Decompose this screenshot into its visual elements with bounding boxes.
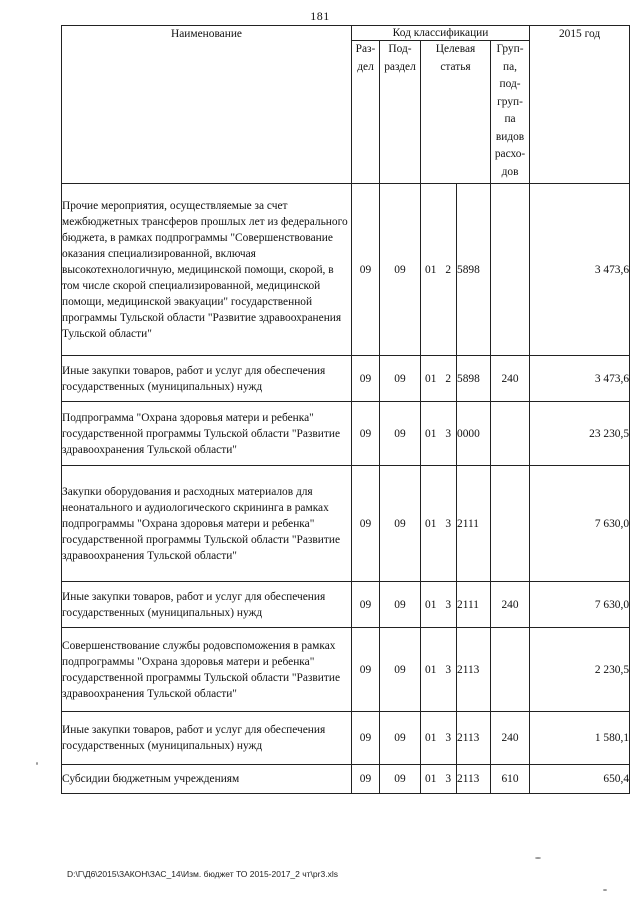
table-row — [62, 712, 630, 765]
row-target-code: 2113 — [457, 765, 491, 794]
row-target-program: 01 — [421, 356, 441, 402]
row-expense-group — [491, 402, 530, 466]
row-target-code: 2111 — [457, 582, 491, 628]
header-podrazdel: Под- раздел — [380, 41, 421, 184]
row-target-code: 5898 — [457, 184, 491, 356]
row-target-subprogram: 3 — [441, 402, 457, 466]
row-target-program: 01 — [421, 765, 441, 794]
row-razdel: 09 — [352, 582, 380, 628]
header-row-top — [62, 26, 630, 41]
row-podrazdel: 09 — [380, 582, 421, 628]
row-expense-group: 240 — [491, 356, 530, 402]
row-target-program: 01 — [421, 582, 441, 628]
row-expense-group: 240 — [491, 582, 530, 628]
row-podrazdel: 09 — [380, 466, 421, 582]
table-row — [62, 466, 630, 582]
table-row — [62, 184, 630, 356]
row-name: Прочие мероприятия, осуществляемые за счет межбюджетных трансферов прошлых лет из федерального бюджета, в рамках подпрограммы "Совершенствование оказания специализированной, включая высокотехнологичную, медицинской помощи, скорой, в том числе скорой специализированной, медицинской помощи, медицинской эвакуации" государственной программы Тульской области "Развитие здравоохранения Тульской области" — [62, 184, 352, 356]
row-razdel: 09 — [352, 402, 380, 466]
row-expense-group: 610 — [491, 765, 530, 794]
row-name: Иные закупки товаров, работ и услуг для обеспечения государственных (муниципальных) нужд — [62, 712, 352, 765]
row-razdel: 09 — [352, 712, 380, 765]
row-amount: 7 630,0 — [530, 582, 630, 628]
row-target-code: 2111 — [457, 466, 491, 582]
row-podrazdel: 09 — [380, 402, 421, 466]
scan-speck — [603, 889, 607, 891]
row-target-subprogram: 3 — [441, 765, 457, 794]
row-name: Субсидии бюджетным учреждениям — [62, 765, 352, 794]
header-year: 2015 год — [530, 26, 630, 184]
budget-table — [61, 25, 630, 794]
row-target-program: 01 — [421, 628, 441, 712]
row-podrazdel: 09 — [380, 765, 421, 794]
row-razdel: 09 — [352, 765, 380, 794]
table-row — [62, 765, 630, 794]
table-row — [62, 356, 630, 402]
table-row — [62, 628, 630, 712]
row-podrazdel: 09 — [380, 184, 421, 356]
file-path-footer: D:\Г\Д6\2015\ЗАКОН\ЗАС_14\Изм. бюджет ТО 2015-2017_2 чт\pr3.xls — [67, 869, 338, 879]
row-name: Иные закупки товаров, работ и услуг для обеспечения государственных (муниципальных) нужд — [62, 582, 352, 628]
table-body — [62, 184, 630, 794]
row-name: Иные закупки товаров, работ и услуг для обеспечения государственных (муниципальных) нужд — [62, 356, 352, 402]
scan-speck — [535, 857, 541, 859]
row-razdel: 09 — [352, 184, 380, 356]
scan-speck — [36, 762, 38, 765]
row-amount: 1 580,1 — [530, 712, 630, 765]
row-target-program: 01 — [421, 466, 441, 582]
row-amount: 23 230,5 — [530, 402, 630, 466]
row-target-subprogram: 2 — [441, 356, 457, 402]
row-razdel: 09 — [352, 628, 380, 712]
header-razdel: Раз- дел — [352, 41, 380, 184]
row-target-subprogram: 3 — [441, 466, 457, 582]
row-target-code: 5898 — [457, 356, 491, 402]
row-target-code: 2113 — [457, 712, 491, 765]
row-target-subprogram: 3 — [441, 582, 457, 628]
row-amount: 3 473,6 — [530, 356, 630, 402]
row-target-code: 0000 — [457, 402, 491, 466]
row-target-subprogram: 2 — [441, 184, 457, 356]
row-target-program: 01 — [421, 402, 441, 466]
row-name: Закупки оборудования и расходных материалов для неонатального и аудиологического скрининга в рамках подпрограммы "Охрана здоровья матери и ребенка" государственной программы Тульской области "Развитие здравоохранения Тульской области" — [62, 466, 352, 582]
row-target-subprogram: 3 — [441, 712, 457, 765]
row-podrazdel: 09 — [380, 628, 421, 712]
header-classification: Код классификации — [352, 26, 530, 41]
row-target-program: 01 — [421, 712, 441, 765]
page-number: 181 — [310, 9, 330, 23]
header-target-article: Целевая статья — [421, 41, 491, 184]
table-row — [62, 582, 630, 628]
row-name: Подпрограмма "Охрана здоровья матери и ребенка" государственной программы Тульской области "Развитие здравоохранения Тульской области" — [62, 402, 352, 466]
row-razdel: 09 — [352, 466, 380, 582]
row-target-code: 2113 — [457, 628, 491, 712]
row-target-program: 01 — [421, 184, 441, 356]
row-expense-group: 240 — [491, 712, 530, 765]
row-expense-group — [491, 628, 530, 712]
row-name: Совершенствование службы родовспоможения в рамках подпрограммы "Охрана здоровья матери и ребенка" государственной программы Тульской области "Развитие здравоохранения Тульской области" — [62, 628, 352, 712]
header-name: Наименование — [62, 26, 352, 184]
row-expense-group — [491, 184, 530, 356]
row-expense-group — [491, 466, 530, 582]
table-row — [62, 402, 630, 466]
row-amount: 650,4 — [530, 765, 630, 794]
header-expense-group: Груп- па, под- груп- па видов расхо- дов — [491, 41, 530, 184]
row-amount: 2 230,5 — [530, 628, 630, 712]
row-amount: 7 630,0 — [530, 466, 630, 582]
row-target-subprogram: 3 — [441, 628, 457, 712]
row-podrazdel: 09 — [380, 712, 421, 765]
row-razdel: 09 — [352, 356, 380, 402]
row-podrazdel: 09 — [380, 356, 421, 402]
row-amount: 3 473,6 — [530, 184, 630, 356]
